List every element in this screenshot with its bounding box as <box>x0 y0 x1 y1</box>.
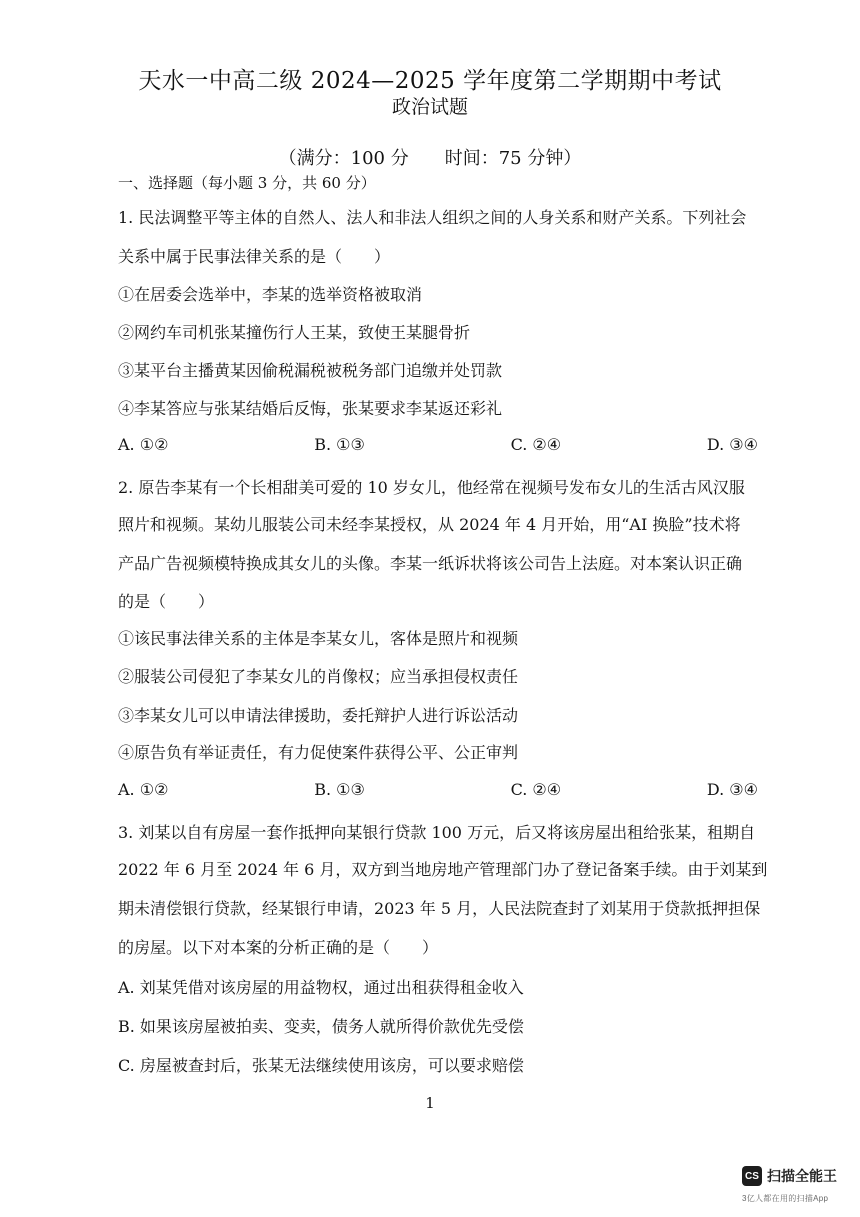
question-3-option-c: C. 房屋被查封后，张某无法继续使用该房，可以要求赔偿 <box>118 1056 524 1075</box>
question-1-item-4: ④李某答应与张某结婚后反悔，张某要求李某返还彩礼 <box>118 399 503 418</box>
scanner-watermark <box>742 1166 837 1186</box>
question-1-options <box>118 435 758 454</box>
question-2-options <box>118 780 758 799</box>
question-1-item-3: ③某平台主播黄某因偷税漏税被税务部门追缴并处罚款 <box>118 361 503 380</box>
question-2-stem-line-4: 的是（ ） <box>118 592 215 611</box>
option-c: C. ②④ <box>510 435 562 454</box>
question-3-stem-line-4: 的房屋。以下对本案的分析正确的是（ ） <box>118 938 439 957</box>
exam-subtitle: 政治试题 <box>391 96 468 118</box>
option-a: A. ①② <box>118 435 169 454</box>
exam-title: 天水一中高二级 2024—2025 学年度第二学期期中考试 <box>138 68 722 94</box>
section-heading: 一、选择题（每小题 3 分，共 60 分） <box>118 174 376 192</box>
option-d: D. ③④ <box>706 435 758 454</box>
question-2-item-2: ②服装公司侵犯了李某女儿的肖像权；应当承担侵权责任 <box>118 667 519 686</box>
question-2-item-3: ③李某女儿可以申请法律援助，委托辩护人进行诉讼活动 <box>118 706 519 725</box>
question-3-option-a: A. 刘某凭借对该房屋的用益物权，通过出租获得租金收入 <box>118 978 524 997</box>
option-a: A. ①② <box>118 780 169 799</box>
question-1-item-2: ②网约车司机张某撞伤行人王某，致使王某腿骨折 <box>118 323 471 342</box>
option-b: B. ①③ <box>314 435 365 454</box>
question-3-stem-line-3: 期未清偿银行贷款，经某银行申请，2023 年 5 月，人民法院查封了刘某用于贷款抵押担保 <box>118 899 761 918</box>
score-info: （满分：100 分 <box>278 148 409 169</box>
option-c: C. ②④ <box>510 780 562 799</box>
question-2-item-1: ①该民事法律关系的主体是李某女儿，客体是照片和视频 <box>118 629 519 648</box>
page-number: 1 <box>425 1094 435 1112</box>
option-b: B. ①③ <box>314 780 365 799</box>
brand-name: 扫描全能王 <box>767 1168 837 1184</box>
question-3-option-b: B. 如果该房屋被拍卖、变卖，债务人就所得价款优先受偿 <box>118 1017 524 1036</box>
question-2-stem-line-1: 2. 原告李某有一个长相甜美可爱的 10 岁女儿，他经常在视频号发布女儿的生活古风汉服 <box>118 478 745 497</box>
exam-meta <box>0 144 860 170</box>
time-info: 时间：75 分钟） <box>444 148 582 169</box>
question-3-stem-line-1: 3. 刘某以自有房屋一套作抵押向某银行贷款 100 万元，后又将该房屋出租给张某，租期自 <box>118 823 756 842</box>
option-d: D. ③④ <box>706 780 758 799</box>
question-3-stem-line-2: 2022 年 6 月至 2024 年 6 月，双方到当地房地产管理部门办了登记备案手续。由于刘某到 <box>118 860 768 879</box>
question-2-item-4: ④原告负有举证责任，有力促使案件获得公平、公正审判 <box>118 743 519 762</box>
camscanner-logo-icon: CS <box>742 1166 762 1186</box>
question-1-item-1: ①在居委会选举中，李某的选举资格被取消 <box>118 285 423 304</box>
question-2-stem-line-2: 照片和视频。某幼儿服装公司未经李某授权，从 2024 年 4 月开始，用“AI 换脸”技术将 <box>118 515 741 534</box>
brand-tagline: 3亿人都在用的扫描App <box>742 1194 829 1203</box>
question-2-stem-line-3: 产品广告视频模特换成其女儿的头像。李某一纸诉状将该公司告上法庭。对本案认识正确 <box>118 554 743 573</box>
question-1-stem-line-2: 关系中属于民事法律关系的是（ ） <box>118 247 391 266</box>
question-1-stem-line-1: 1. 民法调整平等主体的自然人、法人和非法人组织之间的人身关系和财产关系。下列社会 <box>118 208 747 227</box>
